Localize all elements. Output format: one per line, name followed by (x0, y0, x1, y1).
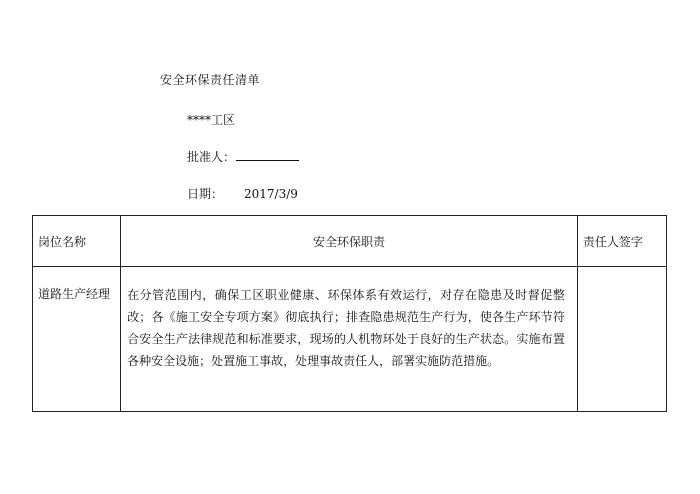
table-row (33, 267, 667, 412)
approver-signature-blank (236, 148, 299, 161)
table-header-row (33, 216, 667, 267)
duty-description-cell: 在分管范围内，确保工区职业健康、环保体系有效运行，对存在隐患及时督促整改；各《施工安全专项方案》彻底执行；排查隐患规范生产行为，使各生产环节符合安全生产法律规范和标准要求，现场的人机物环处于良好的生产状态。实施布置各种安全设施；处置施工事故，处理事故责任人，部署实施防范措施。 (121, 267, 578, 412)
district-name: ****工区 (187, 113, 236, 127)
header-post-name: 岗位名称 (33, 216, 121, 267)
approver-line (187, 148, 299, 165)
post-name-cell: 道路生产经理 (33, 267, 121, 412)
date-label: 日期： (187, 187, 224, 201)
date-line (187, 185, 298, 202)
signature-cell (577, 267, 666, 412)
district-line (187, 111, 235, 128)
document-title: 安全环保责任清单 (160, 73, 261, 87)
date-value: 2017/3/9 (244, 187, 298, 201)
header-duties: 安全环保职责 (121, 216, 578, 267)
approver-label: 批准人： (187, 150, 236, 164)
header-signature: 责任人签字 (577, 216, 666, 267)
responsibility-table (32, 215, 667, 412)
